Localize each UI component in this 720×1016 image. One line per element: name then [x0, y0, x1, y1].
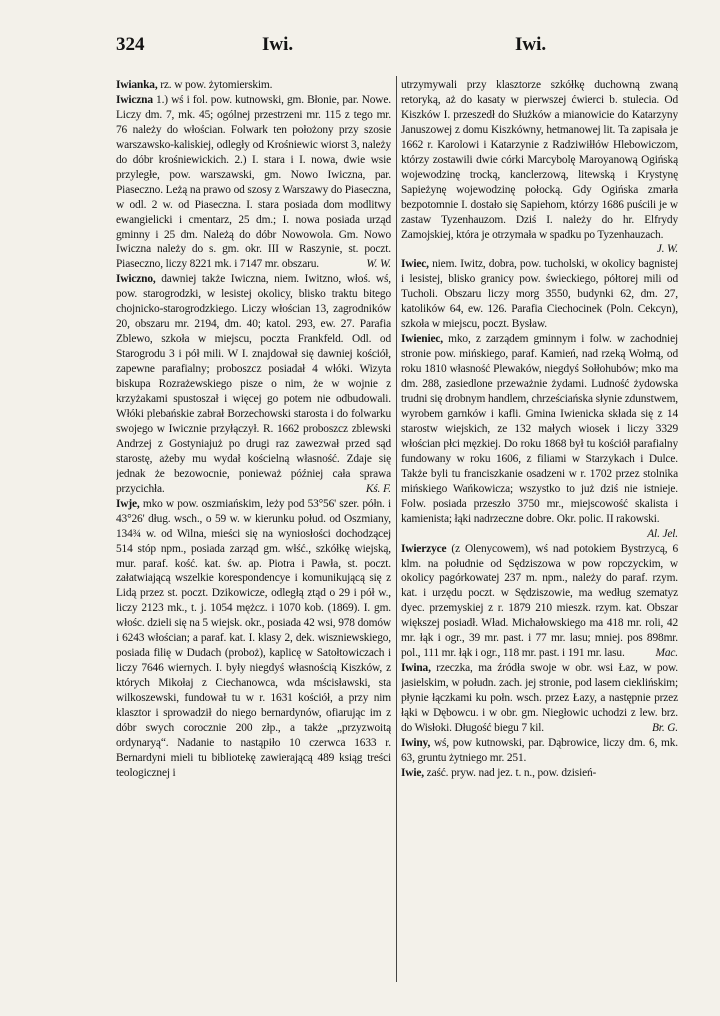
right-column: [401, 78, 678, 982]
running-header: [0, 34, 720, 56]
headword: Iwieniec,: [401, 333, 443, 346]
entry-iwiec: [401, 257, 678, 332]
headword: Iwierzyce: [401, 542, 447, 555]
entry-text: wś, pow kutnowski, par. Dąbrowice, liczy dm. 6, mk. 63, gruntu żytniego mr. 251.: [401, 736, 678, 764]
entry-text: (z Olenycowem), wś nad potokiem Bystrzycą, 6 klm. na południe od Sędziszowa w pow ropczyckim, w okolicy pagórkowatej 237 m. npm., należy do paraf. rzym. kat. i urzędu poczt. w Sędziszowie, ma według szematyz dyec. przemyskiej z r. 1879 210 mieszk. rzym. kat. Obszar większej posiadł. Wład. Michałowskiego ma 418 mr. roli, 42 mr. łąk i ogr., 39 mr. past. i 77 mr. lasu; mniej. pos 898mr. pol., 111 mr. łąk i ogr., 118 mr. past. i 191 mr. lasu.: [401, 542, 678, 660]
headword: Iwianka,: [116, 79, 158, 91]
entry-text: rz. w pow. żytomierskim.: [157, 79, 273, 91]
entry-text: niem. Iwitz, dobra, pow. tucholski, w okolicy bagnistej i lesistej, blisko granicy pow. świeckiego, półtorej mili od Tucholi. Obszaru liczy morg 3550, budynki 62, dm. 27, katolików 64, ew. 126. Parafia Ciechocinek (Poln. Cekcyn), szkoła w miejscu, poczt. Bysław.: [401, 258, 678, 331]
author-signature: Al. Jel.: [647, 527, 678, 540]
headword: Iwiczna: [116, 93, 153, 106]
column-divider: [396, 76, 397, 982]
headword: Iwje,: [116, 497, 140, 510]
entry-iwiczna: [116, 93, 391, 272]
page-number: 324: [116, 34, 145, 55]
entry-iwje: [116, 497, 391, 781]
entry-text: zaść. pryw. nad jez. t. n., pow. dzisień-: [423, 766, 597, 779]
author-signature: Mac.: [655, 647, 678, 660]
entry-iwieniec: [401, 332, 678, 541]
entry-text: 1.) wś i fol. pow. kutnowski, gm. Błonie, par. Nowe. Liczy dm. 7, mk. 45; ogólnej przestrzeni mr. 115 z tego mr. 76 należy do włościan. Folwark ten położony przy szosie warszawsko-kaliskiej, odległy od Krośniewic wiorst 3, należy do dóbr krośniewickich. 2.) I. stara i I. nowa, dwie wsie przyległe, pow. warszawski, gm. Nowo Iwiczna, par. Piaseczno. Leżą na prawo od szosy z Warszawy do Piaseczna, w odl. 2 w. od Piaseczna. I. stara posiada dom modlitwy ewangielicki i cmentarz, 25 dm.; I. nowa posiada urząd gminny i 25 dm. Należą do dóbr Nowowola. Gm. Nowo Iwiczna należy do s. gm. okr. III w Raszynie, st. poczt. Piaseczno, liczy 8221 mk. i 7147 mr. obszaru.: [116, 93, 391, 271]
headword: Iwiny,: [401, 736, 431, 749]
author-signature: J. W.: [656, 243, 678, 256]
headword: Iwiczno,: [116, 273, 156, 286]
author-signature: W. W.: [366, 258, 391, 271]
entry-text: dawniej także Iwiczna, niem. Iwitzno, włoś. wś, pow. starogrodzki, w lesistej okolicy, blisko traktu bitego chojnicko-starogrodzkiego. Liczy włościan 13, zagrodników 20, obszaru mr. 2194, dm. 40; katol. 293, ew. 27. Parafia Zblewo, szkoła w miejscu, poczta Frankfeld. Odl. od Starogrodu 3 i pół mili. W I. znajdował się dawniej kościół, zapewne parafialny; proboszcz posiadał 4 włóki. Wizyta biskupa Rozrażewskiego pisze o nim, że w wojnie z krzyżakami spustoszał i więcej go potem nie odbudowali. Włóki plebańskie zabrał Borzechowski starosta i do folwarku swojego w Iwicznie przyłączył. R. 1662 proboszcz zblewski Andrzej z Gostyniajuż po drugi raz zawezwał przed sąd starostę, ażeby mu wydał kościelną własność. Zdaje się jednak że bezowocnie, ponieważ później cała sprawa przycichła.: [116, 273, 391, 495]
author-signature: Kś. F.: [365, 482, 391, 495]
entry-iwiczno: [116, 272, 391, 496]
headword: Iwie,: [401, 766, 424, 779]
left-column: [116, 78, 391, 982]
headword: Iwiec,: [401, 258, 429, 271]
headword: Iwina,: [401, 662, 431, 675]
entry-iwje-continued: [401, 78, 678, 257]
entry-iwianka: [116, 78, 391, 93]
entry-iwina: [401, 661, 678, 736]
entry-iwie: [401, 766, 678, 781]
entry-iwierzyce: [401, 542, 678, 662]
entry-text: mko, z zarządem gminnym i folw. w zachodniej stronie pow. mińskiego, paraf. Kamień, nad rzeką Wołmą, od roku 1810 własność Plewaków, niegdyś Sołłohubów; mko ma dm. 288, zasiedlone przeważnie żydami. Ludność żydowska trudni się drobnym handlem, chrześciańska słynie zdunstwem, wyrobem garnków i kafli. Gmina Iwienicka składa się z 14 starostw wiejskich, ze 132 małych wiosek i liczy 3329 włościan płci męzkiej. Do roku 1868 był tu kościół parafialny fundowany w roku 1606, z filiami w Starzykach i Dulce. Także byli tu franciszkanie osadzeni w r. 1702 przez stolnika mińskiego Wańkowicza; wszystko to już dziś nie istnieje. Folw. posiada przeszło 3750 mr., miejscowość skalista i kamienista; łąki nadrzeczne dobre. Okr. polic. II rakowski.: [401, 333, 678, 525]
running-head-left: Iwi.: [262, 34, 294, 55]
entry-text: mko w pow. oszmiańskim, leży pod 53°56' szer. półn. i 43°26' dług. wsch., o 59 w. w kierunku połud. od Oszmiany, 134¾ w. od Wilna, mieści się na wyniosłości dochodzącej 514 stóp npm., posiada zarząd gm. włść., szkółkę wiejską, mur. paraf. kość. kat. św. ap. Piotra i Pawła, st. poczt. załatwiającą wszelkie korespondencye i komunikującą się z Lidą przez st. poczt. Dzikowicze, odległą ztąd o 29 i pół w., liczy 2123 mk., t. j. 1054 mężcz. i 1070 kob. (1869). I. gm. włośc. dzieli się na 5 wiejsk. okr., posiada 42 wsi, 978 domów i 6243 włościan; a paraf. kat. I. klasy 2, dek. wiszniewskiego, posiada filię w Dudach (proboż), kaplicę w Satołtowiczach i liczy 7646 wiernych. I. były niegdyś własnością Kiszków, z których Mikołaj z Ciechanowca, wda mścisławski, sta wilkoszewski, fundował tu w r. 1631 kościół, a przy nim klasztor i sprowadził do niego bernardynów, ofiarując im z dóbr swych corocznie 200 złp., a także „przyzwoitą ordynaryą“. Nadanie to nastąpiło 10 czerwca 1633 r. Bernardyni mieli tu bibliotekę zawierającą 489 ksiąg treści teologicznej i: [116, 497, 391, 779]
author-signature: Br. G.: [652, 721, 678, 734]
entry-text: utrzymywali przy klasztorze szkółkę duchowną zwaną retoryką, aż do kasaty w pierwszej ćwierci b. stulecia. Od Kiszków I. przeszedł do Służków a mianowicie do Katarzyny Januszowej z domu Kiszkówny, hetmanowej lit. Ta zapisała je 1662 r. Karolowi i Katarzynie z Radziwiłłów Hlebowiczom, którzy zostawili dwie córki Marcybolę Maroyanową Ogińską wojewodzinę trocką, kanclerzową, litewską i Krystynę Sapieżynę wojewodzinę połocką. Gdy Ogińska zmarła bezpotomnie I. dostało się Sapiehom, którzy 1686 puścili je w zastaw Tyzenhauzom. Dziś I. należy do hr. Elfrydy Zamojskiej, która je otrzymała w spadku po Tyzenhauzach.: [401, 79, 678, 241]
entry-iwiny: [401, 736, 678, 766]
running-head-right: Iwi.: [515, 34, 547, 55]
entry-text: rzeczka, ma źródła swoje w obr. wsi Łaz, w pow. jasielskim, w połudn. zach. jej stronie, pod lasem cieklińskim; płynie łączkami ku połn. wsch. przez Łazy, a następnie przez łąki w Dębowcu. i w obr. gm. Niegłowic uchodzi z lew. brz. do Wisłoki. Długość biegu 7 kil.: [401, 662, 678, 734]
